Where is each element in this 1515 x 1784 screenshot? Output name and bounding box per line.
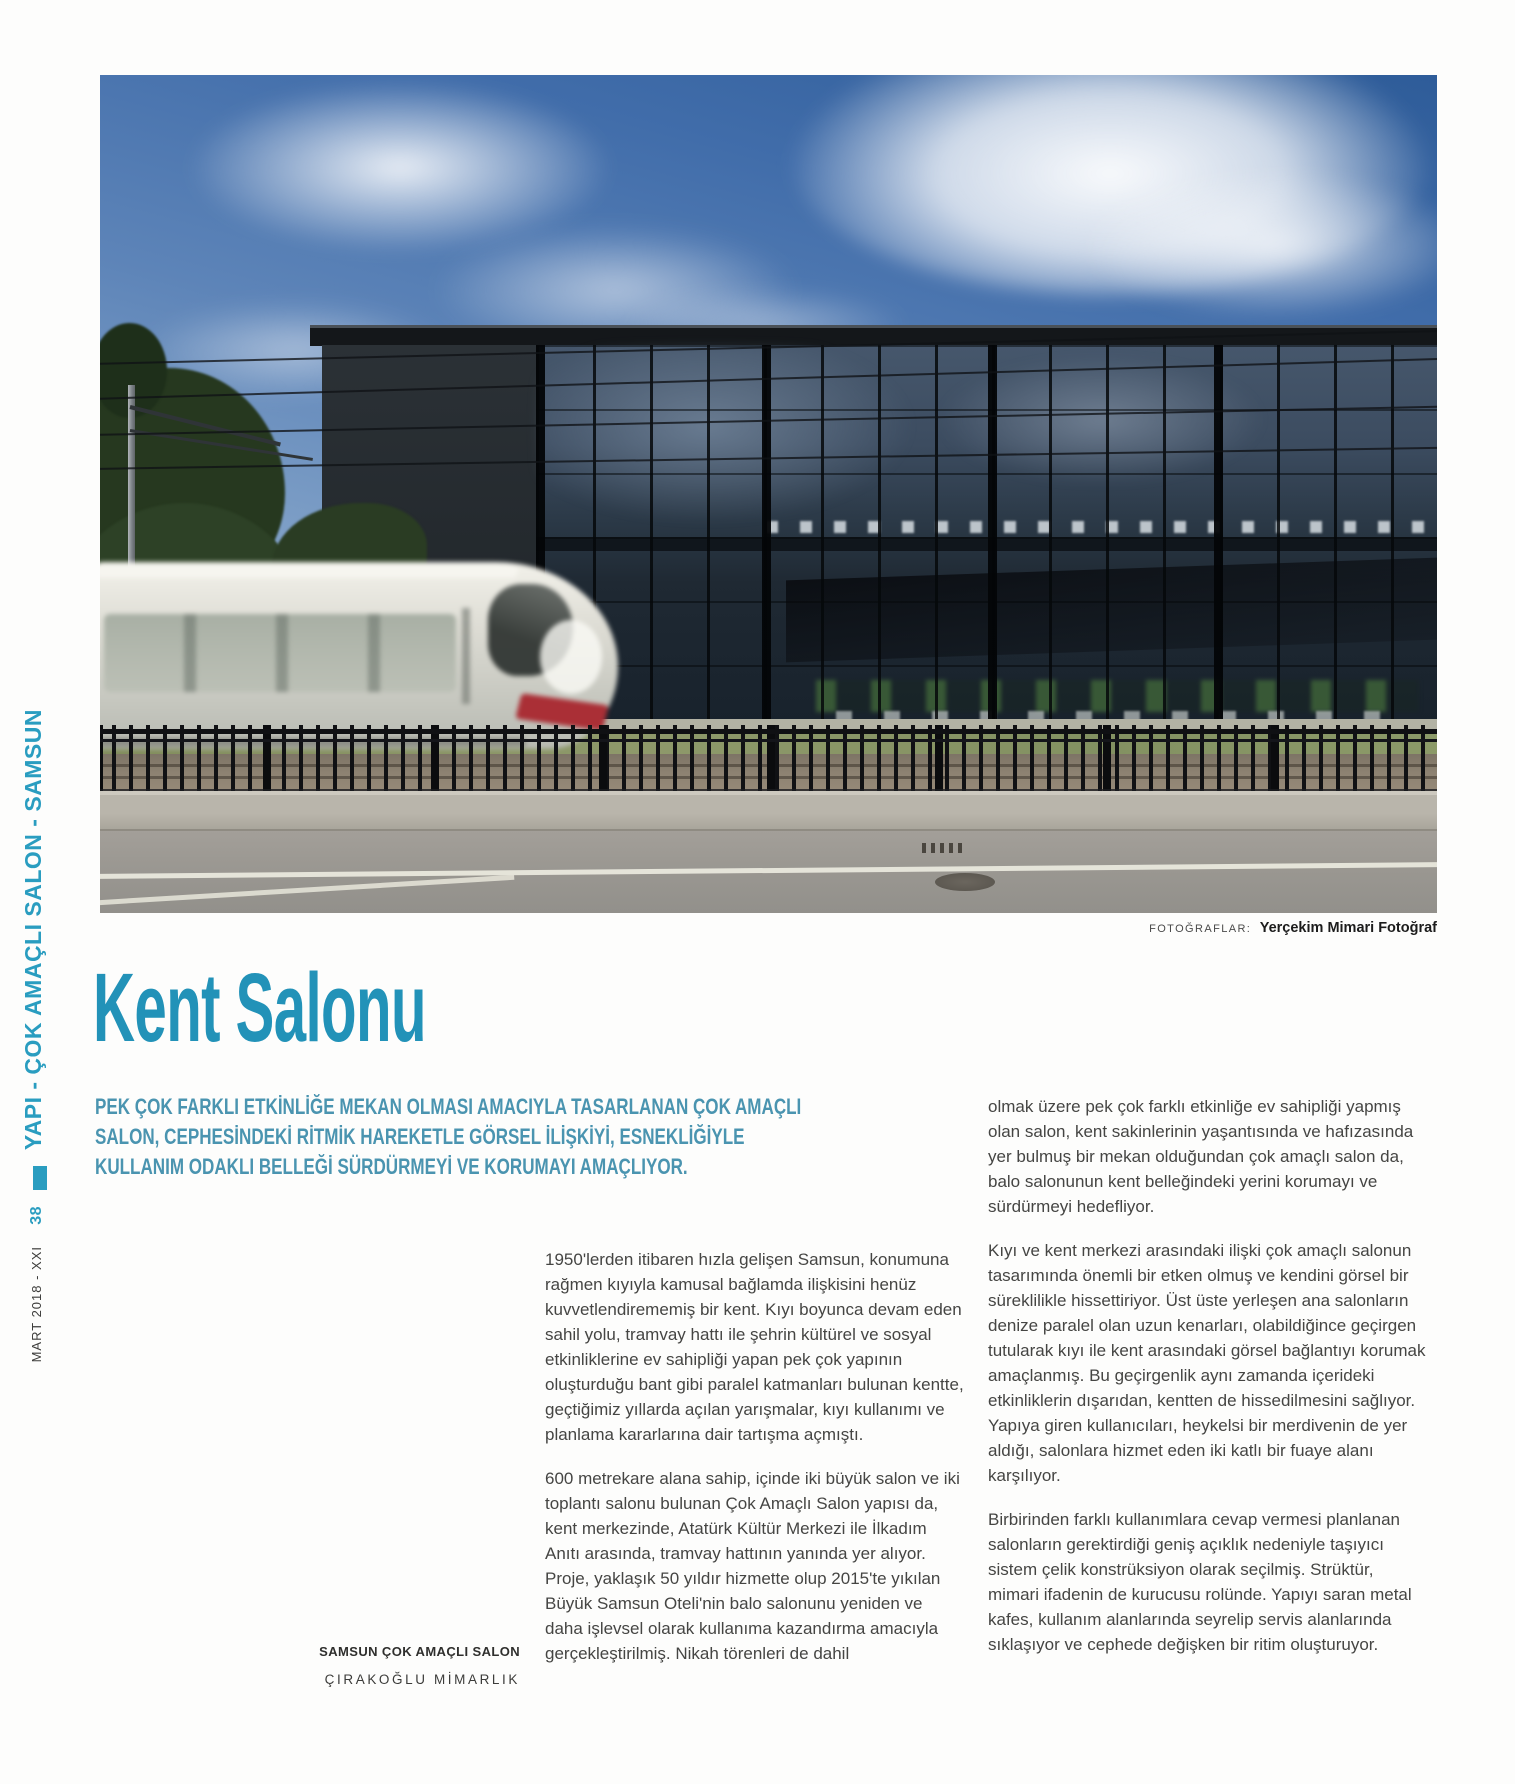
metal-fence — [100, 725, 1437, 793]
paragraph: 1950'lerden itibaren hızla gelişen Samsun, konumuna rağmen kıyıyla kamusal bağlamda ilişkisini henüz kuvvetlendirememiş bir kent. Kıyı boyunca devam eden sahil yolu, tramvay hattı ile şehrin kültürel ve sosyal etkinliklerine ev sahipliği yapan pek çok yapının oluşturduğu bant gibi paralel katmanları bulunan kentte, geçtiğimiz yıllarda açılan yarışmalar, kıyı kullanımı ve planlama kararlarına dair tartışma açmıştı. — [545, 1250, 964, 1444]
photo-credit — [1149, 919, 1437, 937]
article-title: Kent Salonu — [93, 953, 426, 1062]
article-lead: PEK ÇOK FARKLI ETKİNLİĞE MEKAN OLMASI AMACIYLA TASARLANAN ÇOK AMAÇLI SALON, CEPHESİNDEKİ RİTMİK HAREKETLE GÖRSEL İLİŞKİYİ, ESNEKLİĞİYLE KULLANIM ODAKLI BELLEĞİ SÜRDÜRMEYİ VE KORUMAYI AMAÇLIYOR. — [95, 1094, 802, 1179]
project-credits — [230, 1644, 520, 1687]
page-number: 38 — [28, 1206, 45, 1225]
tram-doors — [104, 614, 456, 692]
paragraph: Birbirinden farklı kullanımlara cevap vermesi planlanan salonların gerektirdiği geniş açıklık nedeniyle taşıyıcı sistem çelik konstrüksiyon olarak seçilmiş. Strüktür, mimari ifadenin de kurucusu rolünde. Yapıyı saran metal kafes, kullanım alanlarında seyrelip servis alanlarında sıklaşıyor ve cephede değişken bir ritim oluşturuyor. — [988, 1510, 1412, 1654]
issue-date: MART 2018 - XXI — [29, 1246, 44, 1363]
paragraph: Kıyı ve kent merkezi arasındaki ilişki çok amaçlı salonun tasarımında önemli bir etken olmuş ve kendini görsel bir süreklilikle hissettiriyor. Üst üste yerleşen ana salonların denize paralel olan uzun kenarları, olabildiğince geçirgen tutularak kıyı ile kent arasındaki görsel bağlantıyı korumak amaçlanmış. Bu geçirgenlik aynı zamanda içerideki etkinliklerin dışarıdan, kentten de hissedilmesini sağlıyor. Yapıya giren kullanıcıları, heykelsi bir merdivenin de yer aldığı, salonlara hizmet eden iki katlı bir fuaye alanı karşılıyor. — [988, 1241, 1426, 1485]
cloud — [1080, 170, 1437, 320]
building-glass-facade — [536, 345, 1437, 728]
photo-credit-label: FOTOĞRAFLAR: — [1149, 923, 1252, 935]
sidewalk — [100, 791, 1437, 831]
hero-photo — [100, 75, 1437, 913]
fence-posts — [100, 725, 1437, 793]
sidebar-accent-bar — [33, 1166, 47, 1190]
fence-rail — [100, 729, 1437, 734]
photo-credit-value: Yerçekim Mimari Fotoğraf — [1259, 920, 1437, 936]
article-column-left — [545, 1247, 965, 1666]
fence-rail — [100, 739, 1437, 742]
article-column-right — [988, 1094, 1428, 1657]
drain-grate — [922, 843, 964, 853]
sidebar-vertical-title: YAPI - ÇOK AMAÇLI SALON - SAMSUN — [20, 708, 46, 1150]
paragraph: 600 metrekare alana sahip, içinde iki büyük salon ve iki toplantı salonu bulunan Çok Amaçlı Salon yapısı da, kent merkezinde, Atatürk Kültür Merkezi ile İlkadım Anıtı arasında, tramvay hattının yanında yer alıyor. Proje, yaklaşık 50 yıldır hizmette olup 2015'te yıkılan Büyük Samsun Oteli'nin balo salonunu yeniden ve daha işlevsel olarak kullanıma kazandırma amacıyla gerçekleştirilmiş. Nikah törenleri de dahil — [545, 1469, 960, 1663]
tram — [100, 562, 618, 749]
architect-name: ÇIRAKOĞLU MİMARLIK — [324, 1672, 520, 1687]
tram-door-seam — [462, 608, 470, 704]
paragraph: olmak üzere pek çok farklı etkinliğe ev sahipliği yapmış olan salon, kent sakinlerinin yaşantısında ve hafızasında yer bulmuş bir mekan olduğundan çok amaçlı salon da, balo salonunun kent belleğindeki yerini korumayı ve sürdürmeyi hedefliyor. — [988, 1097, 1414, 1216]
tram-roof — [100, 564, 518, 578]
manhole-cover — [935, 873, 995, 891]
glass-structural-mullions — [536, 345, 1437, 728]
project-name: SAMSUN ÇOK AMAÇLI SALON — [319, 1644, 520, 1659]
tram-nose — [540, 620, 602, 694]
